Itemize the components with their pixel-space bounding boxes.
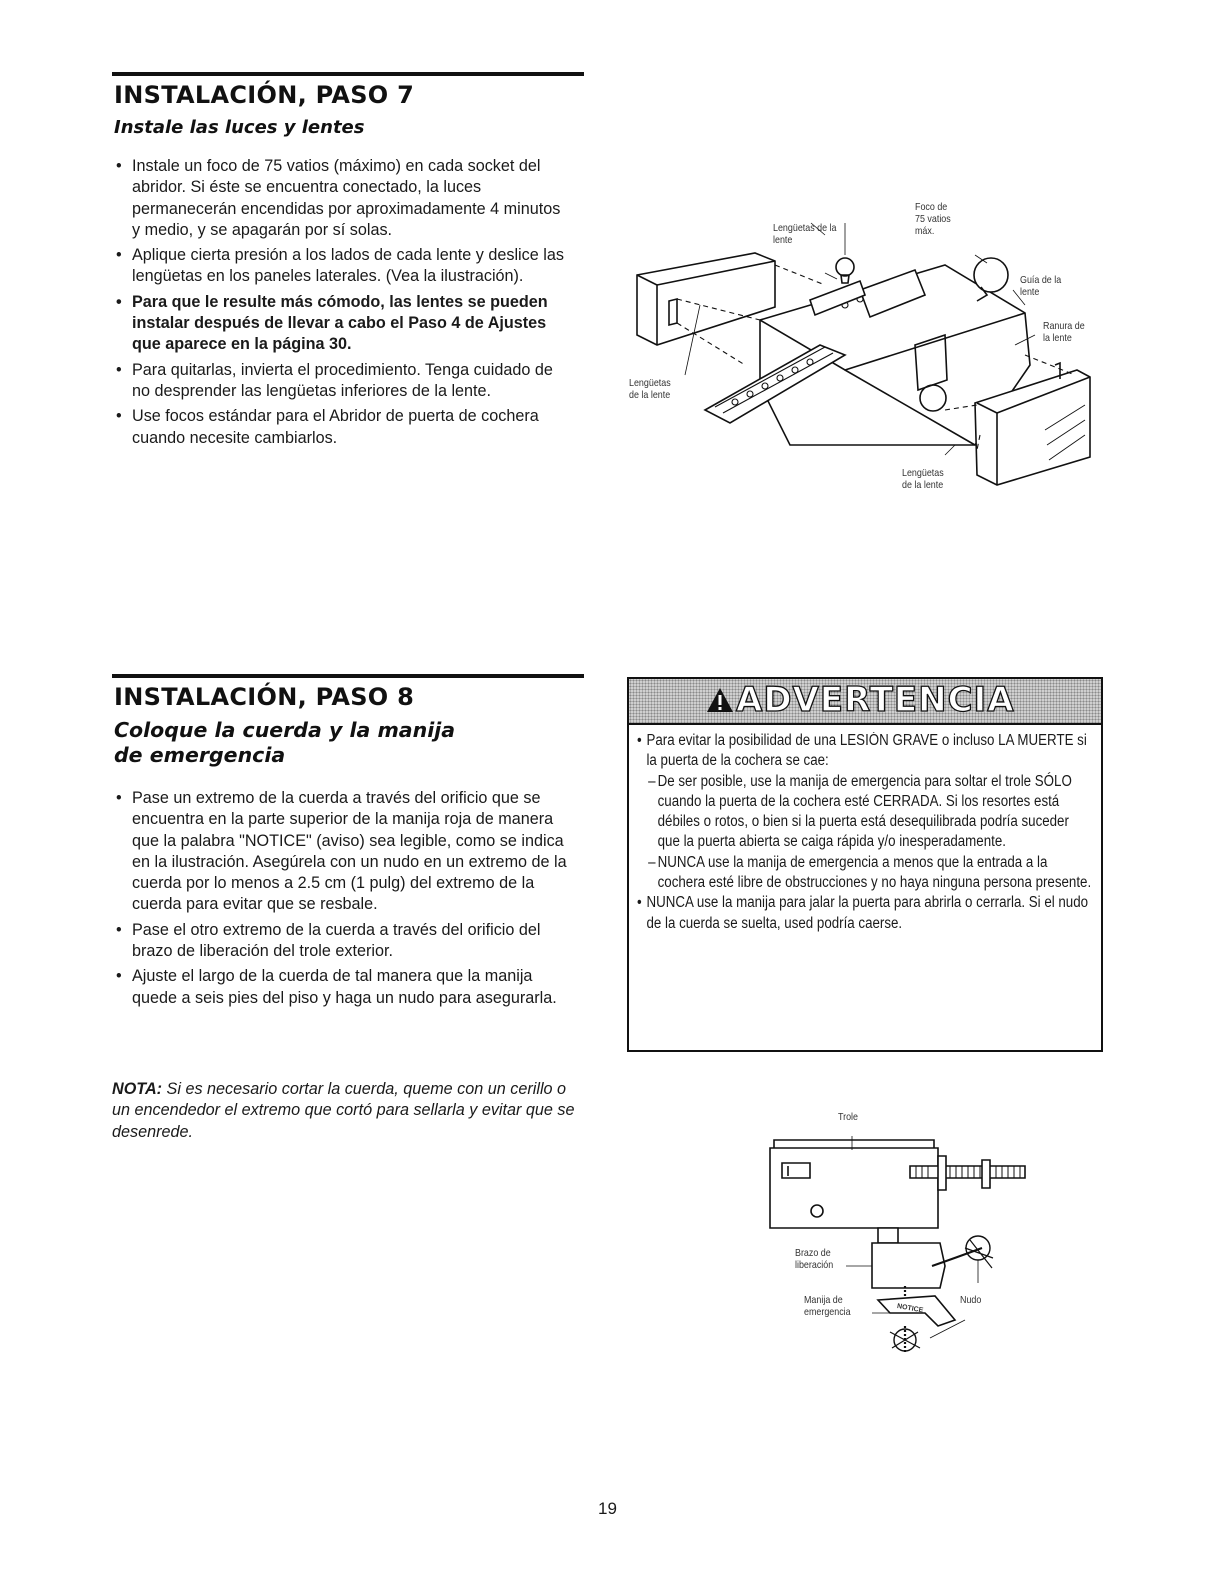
warning-triangle-icon bbox=[705, 686, 735, 714]
warning-line: – De ser posible, use la manija de emergencia para soltar el trole SÓLO cuando la puerta de la cochera esté CERRADA. Si los resortes está débiles o rotos, o bien si la puerta está desequilibrada podría suceder que la puerta abierta se caiga rápida y/o inesperadamente. bbox=[637, 772, 1093, 853]
warning-line: – NUNCA use la manija de emergencia a menos que la entrada a la cochera esté libre de obstrucciones y no haya ninguna persona presente. bbox=[637, 853, 1093, 894]
step7-rule bbox=[112, 72, 584, 76]
list-item: • Instale un foco de 75 vatios (máximo) en cada socket del abridor. Si éste se encuentra conectado, la luces permanecerán encendidas por aproximadamente 4 minutos y medio, y se apagarán por sí solas. bbox=[112, 156, 564, 241]
label-ranura: Ranura de la lente bbox=[1043, 320, 1085, 344]
warning-box bbox=[627, 677, 1103, 1052]
label-foco: Foco de 75 vatios máx. bbox=[915, 201, 951, 237]
list-item: • Para quitarlas, invierta el procedimiento. Tenga cuidado de no desprender las lengüetas inferiores de la lente. bbox=[112, 360, 564, 403]
list-item: • Para que le resulte más cómodo, las lentes se pueden instalar después de llevar a cabo el Paso 4 de Ajustes que aparece en la página 30. bbox=[112, 292, 564, 356]
list-item: • Ajuste el largo de la cuerda de tal manera que la manija quede a seis pies del piso y haga un nudo para asegurarla. bbox=[112, 966, 580, 1009]
opener-lens-illustration bbox=[615, 195, 1105, 495]
label-trole: Trole bbox=[838, 1111, 859, 1123]
opener-lens-drawing bbox=[615, 195, 1105, 495]
label-lenguetas-bottom: Lengüetas de la lente bbox=[902, 467, 944, 491]
step8-subtitle-line1: Coloque la cuerda y la manija bbox=[114, 718, 456, 742]
warning-header bbox=[629, 679, 1101, 725]
warning-body bbox=[637, 731, 1093, 934]
label-notice: NOTICE bbox=[896, 1302, 924, 1315]
list-item: • Aplique cierta presión a los lados de cada lente y deslice las lengüetas en los paneles laterales. (Vea la ilustración). bbox=[112, 245, 564, 288]
label-nudo: Nudo bbox=[960, 1294, 982, 1306]
list-item: • Pase un extremo de la cuerda a través del orificio que se encuentra en la parte superior de la manija roja de manera que la palabra "NOTICE" (aviso) sea legible, como se indica en la ilustración. Asegúrela con un nudo en un extremo de la cuerda por lo menos a 2.5 cm (1 pulg) del extremo de la cuerda para evitar que se resbale. bbox=[112, 788, 580, 916]
trolley-rope-illustration bbox=[760, 1108, 1060, 1368]
note-label: NOTA: bbox=[112, 1080, 163, 1098]
warning-line: • Para evitar la posibilidad de una LESIÓN GRAVE o incluso LA MUERTE si la puerta de la cochera se cae: bbox=[637, 731, 1093, 772]
step7-subtitle: Instale las luces y lentes bbox=[114, 117, 365, 138]
step8-note bbox=[112, 1079, 582, 1143]
step7-title: INSTALACIÓN, PASO 7 bbox=[114, 81, 415, 109]
step8-subtitle-line2: de emergencia bbox=[114, 743, 286, 767]
label-manija: Manija de emergencia bbox=[804, 1294, 851, 1318]
step8-rule bbox=[112, 674, 584, 678]
warning-title: ADVERTENCIA bbox=[736, 680, 1015, 720]
list-item: • Pase el otro extremo de la cuerda a través del orificio del brazo de liberación del trole exterior. bbox=[112, 920, 580, 963]
page-number: 19 bbox=[598, 1499, 617, 1518]
label-guia: Guía de la lente bbox=[1020, 274, 1062, 298]
trolley-drawing bbox=[760, 1108, 1060, 1368]
warning-line: • NUNCA use la manija para jalar la puerta para abrirla o cerrarla. Si el nudo de la cuerda se suelta, used podría caerse. bbox=[637, 893, 1093, 934]
label-lenguetas-top: Lengüetas de la lente bbox=[773, 222, 837, 246]
step8-title: INSTALACIÓN, PASO 8 bbox=[114, 683, 415, 711]
note-text: Si es necesario cortar la cuerda, queme con un cerillo o un encendedor el extremo que cortó para sellarla y evitar que se desenrede. bbox=[112, 1080, 575, 1141]
list-item: • Use focos estándar para el Abridor de puerta de cochera cuando necesite cambiarlos. bbox=[112, 406, 564, 449]
label-lenguetas-left: Lengüetas de la lente bbox=[629, 377, 671, 401]
label-brazo: Brazo de liberación bbox=[795, 1247, 834, 1271]
step8-bullet-list bbox=[112, 788, 580, 1013]
step7-bullet-list bbox=[112, 156, 564, 453]
